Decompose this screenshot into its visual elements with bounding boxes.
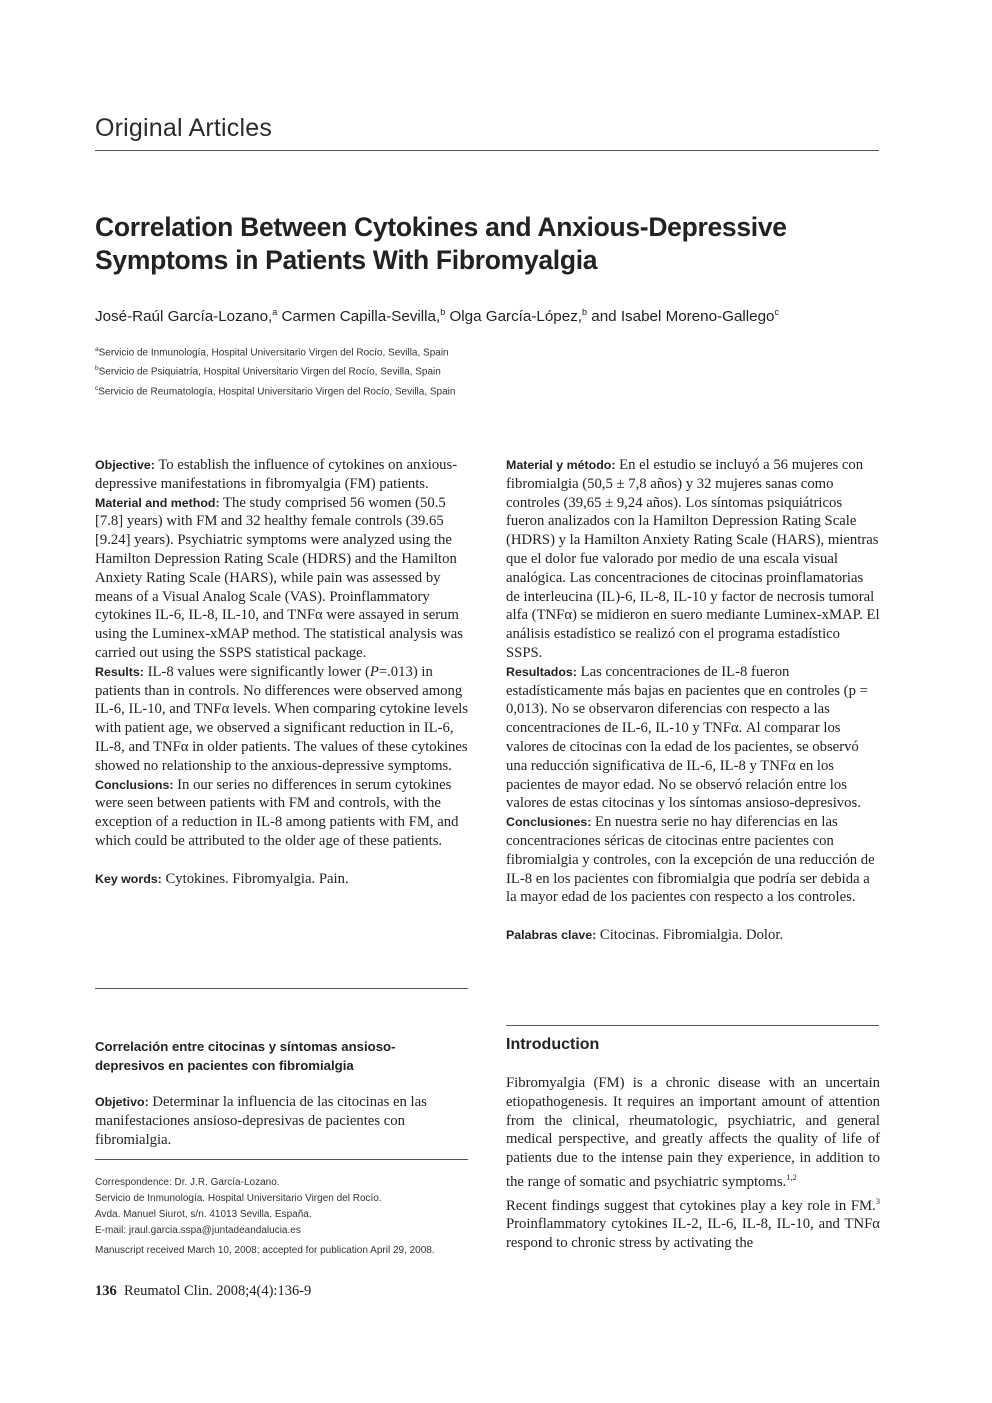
abstract-results bbox=[95, 663, 469, 776]
abstract-label: Material y método: bbox=[506, 458, 616, 472]
abstract-label: Results: bbox=[95, 664, 144, 679]
affiliations bbox=[95, 342, 455, 400]
abstract-results bbox=[506, 663, 880, 813]
p-value-symbol: P bbox=[369, 663, 379, 680]
paragraph-text: Proinflammatory cytokines IL-2, IL-6, IL-8, IL-10, and TNFα respond to chronic stress by activating the bbox=[506, 1216, 880, 1252]
paragraph bbox=[506, 1074, 880, 1192]
abstract-text: In our series no differences in serum cytokines were seen between patients with FM and controls, with the exception of a reduction in IL-8 among patients with FM, and which could be attributed to the older age of these patients. bbox=[95, 776, 459, 849]
abstract-text: En nuestra serie no hay diferencias en las concentraciones séricas de citocinas entre pacientes con fibromialgia y controles, con la excepción de una reducción de IL-8 en los pacientes con fibromialgia que podría ser debida a la mayor edad de los pacientes con respecto a los controles. bbox=[506, 814, 875, 906]
abstract-keywords bbox=[506, 926, 880, 945]
journal-citation: Reumatol Clin. 2008;4(4):136-9 bbox=[124, 1283, 312, 1299]
abstract-methods bbox=[95, 494, 469, 663]
correspondence-line: Correspondence: Dr. J.R. García-Lozano. bbox=[95, 1177, 280, 1188]
affiliation-mark: c bbox=[95, 384, 99, 392]
paragraph bbox=[506, 1192, 880, 1253]
abstract-conclusions bbox=[506, 813, 880, 907]
correspondence-line: Avda. Manuel Siurot, s/n. 41013 Sevilla. España. bbox=[95, 1209, 312, 1220]
title-line: Correlación entre citocinas y síntomas ansioso- bbox=[95, 1039, 396, 1054]
abstract-text: Las concentraciones de IL-8 fueron estadísticamente más bajas en pacientes que en controles (p = 0,013). No se observaron diferencias con respecto a las concentraciones de IL-6, IL-10 y TNFα. Al comparar los valores de citocinas con la edad de los pacientes, se observó una reducción significativa de IL-6, IL-8 y TNFα en los pacientes de mayor edad. No se observó relación entre los valores de estas citocinas y los síntomas ansioso-depresivos. bbox=[506, 663, 868, 812]
page-number: 136 bbox=[95, 1283, 117, 1299]
abstract-label: Conclusiones: bbox=[506, 815, 592, 830]
author-name: José-Raúl García-Lozano, bbox=[95, 308, 273, 326]
affiliation-text: Servicio de Psiquiatría, Hospital Universitario Virgen del Rocío, Sevilla, Spain bbox=[98, 366, 441, 378]
abstract-label: Key words: bbox=[95, 871, 162, 886]
correspondence bbox=[95, 1175, 382, 1239]
author-affil-mark: c bbox=[774, 307, 779, 317]
page-footer bbox=[95, 1283, 311, 1300]
author-name: Olga García-López, bbox=[449, 308, 583, 326]
correspondence-line: Servicio de Inmunología. Hospital Universitario Virgen del Rocío. bbox=[95, 1193, 382, 1204]
abstract-label: Objetivo: bbox=[95, 1095, 149, 1109]
abstract-english bbox=[95, 456, 469, 889]
author-list bbox=[95, 307, 885, 325]
abstract-text: Citocinas. Fibromialgia. Dolor. bbox=[599, 927, 784, 944]
article-title bbox=[95, 211, 855, 277]
affiliation-mark: a bbox=[95, 346, 99, 353]
abstract-label: Resultados: bbox=[506, 664, 577, 679]
author-affil-mark: a bbox=[272, 307, 278, 317]
title-line: Symptoms in Patients With Fibromyalgia bbox=[95, 245, 598, 275]
author-affil-mark: b bbox=[582, 307, 588, 317]
introduction-heading: Introduction bbox=[506, 1036, 600, 1053]
spanish-title bbox=[95, 1038, 465, 1075]
abstract-text: IL-8 values were significantly lower ( bbox=[147, 663, 370, 680]
abstract-methods bbox=[506, 456, 880, 663]
affiliation-item bbox=[95, 342, 455, 361]
abstract-label: Objective: bbox=[95, 458, 155, 472]
correspondence-email: E-mail: jraul.garcia.sspa@juntadeandalucia.es bbox=[95, 1225, 301, 1236]
abstract-objective bbox=[95, 456, 469, 494]
abstract-label: Conclusions: bbox=[95, 777, 174, 792]
title-line: Correlation Between Cytokines and Anxious-Depressive bbox=[95, 212, 787, 242]
column-divider bbox=[506, 1025, 879, 1026]
abstract-text: Cytokines. Fibromyalgia. Pain. bbox=[165, 870, 349, 887]
abstract-spanish-continued bbox=[506, 456, 880, 945]
abstract-label: Palabras clave: bbox=[506, 928, 597, 943]
paragraph-text: Recent findings suggest that cytokines play a key role in FM. bbox=[506, 1197, 876, 1214]
manuscript-dates: Manuscript received March 10, 2008; accepted for publication April 29, 2008. bbox=[95, 1245, 435, 1256]
abstract-text: En el estudio se incluyó a 56 mujeres con fibromialgia (50,5 ± 7,8 años) y 32 mujeres sanas como controles (39,65 ± 9,24 años). Los síntomas psiquiátricos fueron analizados con la Hamilton Depression Rating Scale (HDRS) y la Hamilton Anxiety Rating Scale (HARS), mientras que el dolor fue valorado por medio de una escala visual analógica. Las concentraciones de citocinas proinflamatorias de interleucina (IL)-6, IL-8, IL-10 y factor de necrosis tumoral alfa (TNFα) se midieron en suero mediante Luminex-xMAP. El análisis estadístico se realizó con el programa estadístico SSPS. bbox=[506, 457, 880, 661]
reference-mark: 1,2 bbox=[786, 1171, 797, 1182]
author-name: Carmen Capilla-Sevilla, bbox=[281, 308, 441, 326]
abstract-label: Material and method: bbox=[95, 495, 220, 510]
affiliation-text: Servicio de Reumatología, Hospital Universitario Virgen del Rocío, Sevilla, Spain bbox=[98, 385, 456, 397]
column-divider bbox=[95, 988, 468, 989]
title-line: depresivos en pacientes con fibromialgia bbox=[95, 1057, 354, 1073]
abstract-text: The study comprised 56 women (50.5 [7.8] years) with FM and 32 healthy female controls (39.65 [9.24] years). Psychiatric symptoms were analyzed using the Hamilton Depression Rating Scale (HDRS) and the Hamilton Anxiety Rating Scale (HARS), while pain was assessed by means of a Visual Analog Scale (VAS). Proinflammatory cytokines IL-6, IL-8, IL-10, and TNFα were assayed in serum using the Luminex-xMAP method. The statistical analysis was carried out using the SSPS statistical package. bbox=[95, 494, 463, 661]
abstract-text: Determinar la influencia de las citocinas en las manifestaciones ansioso-depresivas de pacientes con fibromialgia. bbox=[95, 1094, 427, 1148]
abstract-text: To establish the influence of cytokines on anxious-depressive manifestations in fibromyalgia (FM) patients. bbox=[95, 457, 458, 492]
author-name: and Isabel Moreno-Gallego bbox=[591, 308, 775, 326]
abstract-text: =.013) in patients than in controls. No differences were observed among IL-6, IL-10, and TNFα levels. When comparing cytokine levels with patient age, we observed a significant reduction in IL-6, IL-8, and TNFα in older patients. The values of these cytokines showed no relationship to the anxious-depressive symptoms. bbox=[95, 663, 469, 774]
affiliation-mark: b bbox=[95, 365, 99, 373]
reference-mark: 3 bbox=[875, 1195, 880, 1206]
section-divider bbox=[95, 150, 879, 151]
affiliation-text: Servicio de Inmunología, Hospital Universitario Virgen del Rocío, Sevilla, Spain bbox=[98, 347, 449, 359]
author-affil-mark: b bbox=[440, 307, 446, 317]
abstract-keywords bbox=[95, 870, 469, 889]
paragraph-text: Fibromyalgia (FM) is a chronic disease with an uncertain etiopathogenesis. It requires an important amount of attention from the clinical, rheumatologic, psychiatric, and general medical perspective, and greatly affects the quality of life of patients due to the intense pain they experience, in addition to the range of somatic and psychiatric symptoms. bbox=[506, 1075, 880, 1190]
column-divider bbox=[95, 1159, 468, 1160]
affiliation-item bbox=[95, 361, 455, 380]
spanish-objective bbox=[95, 1093, 467, 1149]
abstract-conclusions bbox=[95, 776, 469, 851]
introduction-body bbox=[506, 1074, 880, 1253]
section-label: Original Articles bbox=[95, 114, 273, 142]
affiliation-item bbox=[95, 381, 455, 400]
